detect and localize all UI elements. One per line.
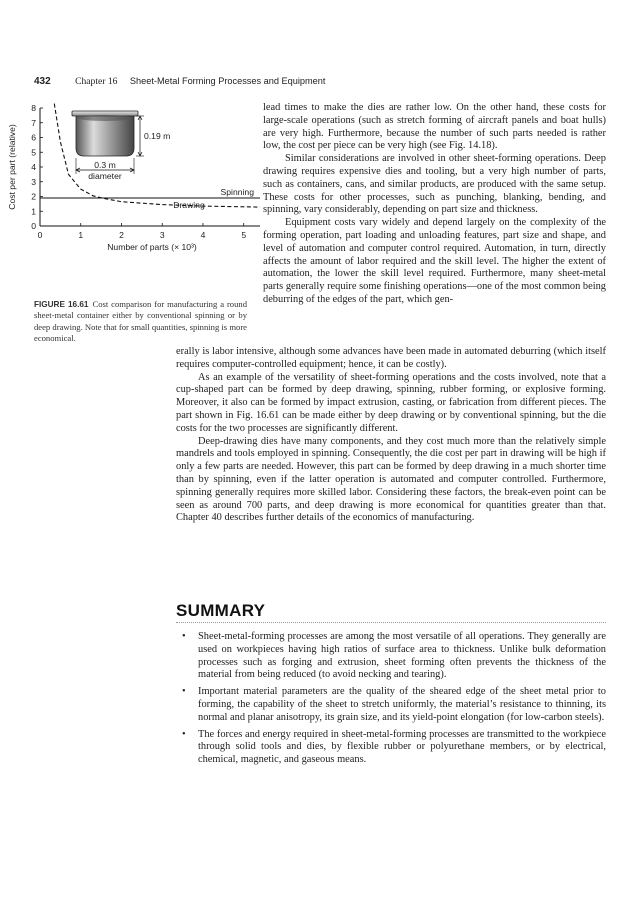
x-tick-label: 5 bbox=[241, 230, 247, 240]
x-tick-label: 1 bbox=[78, 230, 84, 240]
bullet-icon: • bbox=[182, 728, 186, 740]
paragraph-3: Equipment costs vary widely and depend largely on the complexity of the forming operation, part loading and unloading features, part size and shape, and level of automation and computer control required. Automation, in turn, directly affects the amount of labor required and the skill level. The higher the extent of automation, the lower the skill level required. Furthermore, many sheet-metal parts generally require some finishing operations—one of the most common being deburring of the edges of the part, which gen- bbox=[263, 217, 606, 305]
diameter-word-label: diameter bbox=[88, 171, 122, 181]
paragraph-5: Deep-drawing dies have many components, and they cost much more than the relatively simple mandrels and tools employed in spinning. Consequently, the die cost per part in drawing will be high if only a few parts are needed. However, this part can be formed by deep drawing in a much shorter time than by spinning, even if the latter operation is automated and computer controlled. Furthermore, spinning generally requires more skilled labor. Considering these factors, the break-even point can be seen as around 700 parts, and deep drawing is more economical for quantities greater than that. Chapter 40 describes further details of the economics of manufacturing. bbox=[176, 435, 606, 524]
bullet-icon: • bbox=[182, 631, 186, 642]
cost-comparison-chart bbox=[7, 100, 274, 278]
y-tick-label: 6 bbox=[31, 132, 36, 143]
y-tick-label: 0 bbox=[31, 221, 36, 231]
y-tick-label: 2 bbox=[31, 191, 36, 202]
running-header bbox=[34, 76, 325, 87]
page-number: 432 bbox=[34, 76, 51, 87]
summary-divider bbox=[176, 622, 606, 623]
y-tick-label: 4 bbox=[31, 162, 36, 172]
y-axis-label: Cost per part (relative) bbox=[7, 124, 17, 210]
paragraph-3-continued: erally is labor intensive, although some advances have been made in automated deburring (which itself requires computer-controlled equipment; hence, it can be costly). bbox=[176, 346, 606, 370]
figure-caption bbox=[34, 299, 247, 345]
summary-heading: SUMMARY bbox=[176, 601, 266, 620]
x-tick-label: 2 bbox=[119, 230, 124, 240]
summary-item-text: The forces and energy required in sheet-metal-forming processes are transmitted to the workpiece through solid tools and dies, by flexible rubber or polyurethane members, or by electrical, chemical, magnetic, and gaseous means. bbox=[198, 728, 606, 766]
diameter-value-label: 0.3 m bbox=[94, 160, 116, 170]
summary-item bbox=[176, 631, 606, 682]
height-dimension-label: 0.19 m bbox=[144, 131, 171, 141]
figure-caption-text: Cost comparison for manufacturing a round sheet-metal container either by conventional spinning or by deep drawing. Note that for small quantities, spinning is more economical. bbox=[34, 299, 247, 344]
paragraph-4: As an example of the versatility of sheet-forming operations and the costs involved, note that a cup-shaped part can be formed by deep drawing, spinning, rubber forming, or explosive forming. Moreover, it also can be formed by impact extrusion, casting, or fabrication from different pieces. The part shown in Fig. 16.61 can be made either by deep drawing or by conventional spinning, but the die costs for the two processes are significantly different. bbox=[176, 371, 606, 434]
paragraph-1: lead times to make the dies are rather low. On the other hand, these costs for large-scale operations (such as stretch forming of aircraft panels and boat hulls) are very high. Furthermore, because the number of such parts needed is rather low, the cost per piece can be very high (see Fig. 14.18). bbox=[263, 102, 606, 152]
figure-16-61 bbox=[7, 100, 274, 278]
chapter-title: Sheet-Metal Forming Processes and Equipment bbox=[129, 76, 326, 86]
bullet-icon: • bbox=[182, 686, 186, 698]
drawing-series-label: Drawing bbox=[173, 200, 205, 210]
summary-list bbox=[176, 631, 606, 771]
summary-item bbox=[176, 729, 606, 767]
summary-item-text: Important material parameters are the quality of the sheared edge of the sheet metal prior to forming, the capability of the sheet to stretch uniformly, the material’s resistance to thinning, its normal and planar anisotropy, its grain size, and its yield-point elongation (for low-carbon steels). bbox=[198, 686, 606, 723]
y-tick-label: 1 bbox=[31, 206, 36, 217]
chapter-label: Chapter 16 bbox=[75, 76, 118, 87]
y-tick-label: 5 bbox=[31, 147, 36, 158]
x-tick-label: 4 bbox=[200, 230, 206, 240]
spinning-series-label: Spinning bbox=[220, 187, 254, 197]
wide-column bbox=[176, 346, 606, 525]
y-tick-label: 8 bbox=[31, 103, 36, 113]
x-tick-label: 3 bbox=[159, 230, 165, 240]
x-tick-label: 0 bbox=[37, 230, 43, 240]
paragraph-2: Similar considerations are involved in other sheet-forming operations. Deep drawing requires expensive dies and tooling, but a very high number of parts, such as containers, cans, and similar products, are produced with the same setup. These costs for other processes, such as punching, blanking, bending, and spinning, vary considerably, depending on part size and thickness. bbox=[263, 153, 606, 216]
x-axis-label: Number of parts (× 10³) bbox=[107, 242, 197, 252]
figure-label: FIGURE 16.61 bbox=[34, 300, 89, 309]
y-tick-label: 3 bbox=[31, 176, 36, 187]
y-tick-label: 7 bbox=[31, 117, 36, 128]
y-ticks bbox=[31, 103, 43, 231]
summary-item bbox=[176, 686, 606, 724]
right-column bbox=[263, 102, 606, 307]
summary-item-text: Sheet-metal-forming processes are among the most versatile of all operations. They generally are used on workpieces having high ratios of surface area to thickness. Unlike bulk deformation processes such as forging and extrusion, sheet forming often prevents the thickness of the material from being reduced (to avoid necking and tearing). bbox=[198, 631, 606, 681]
